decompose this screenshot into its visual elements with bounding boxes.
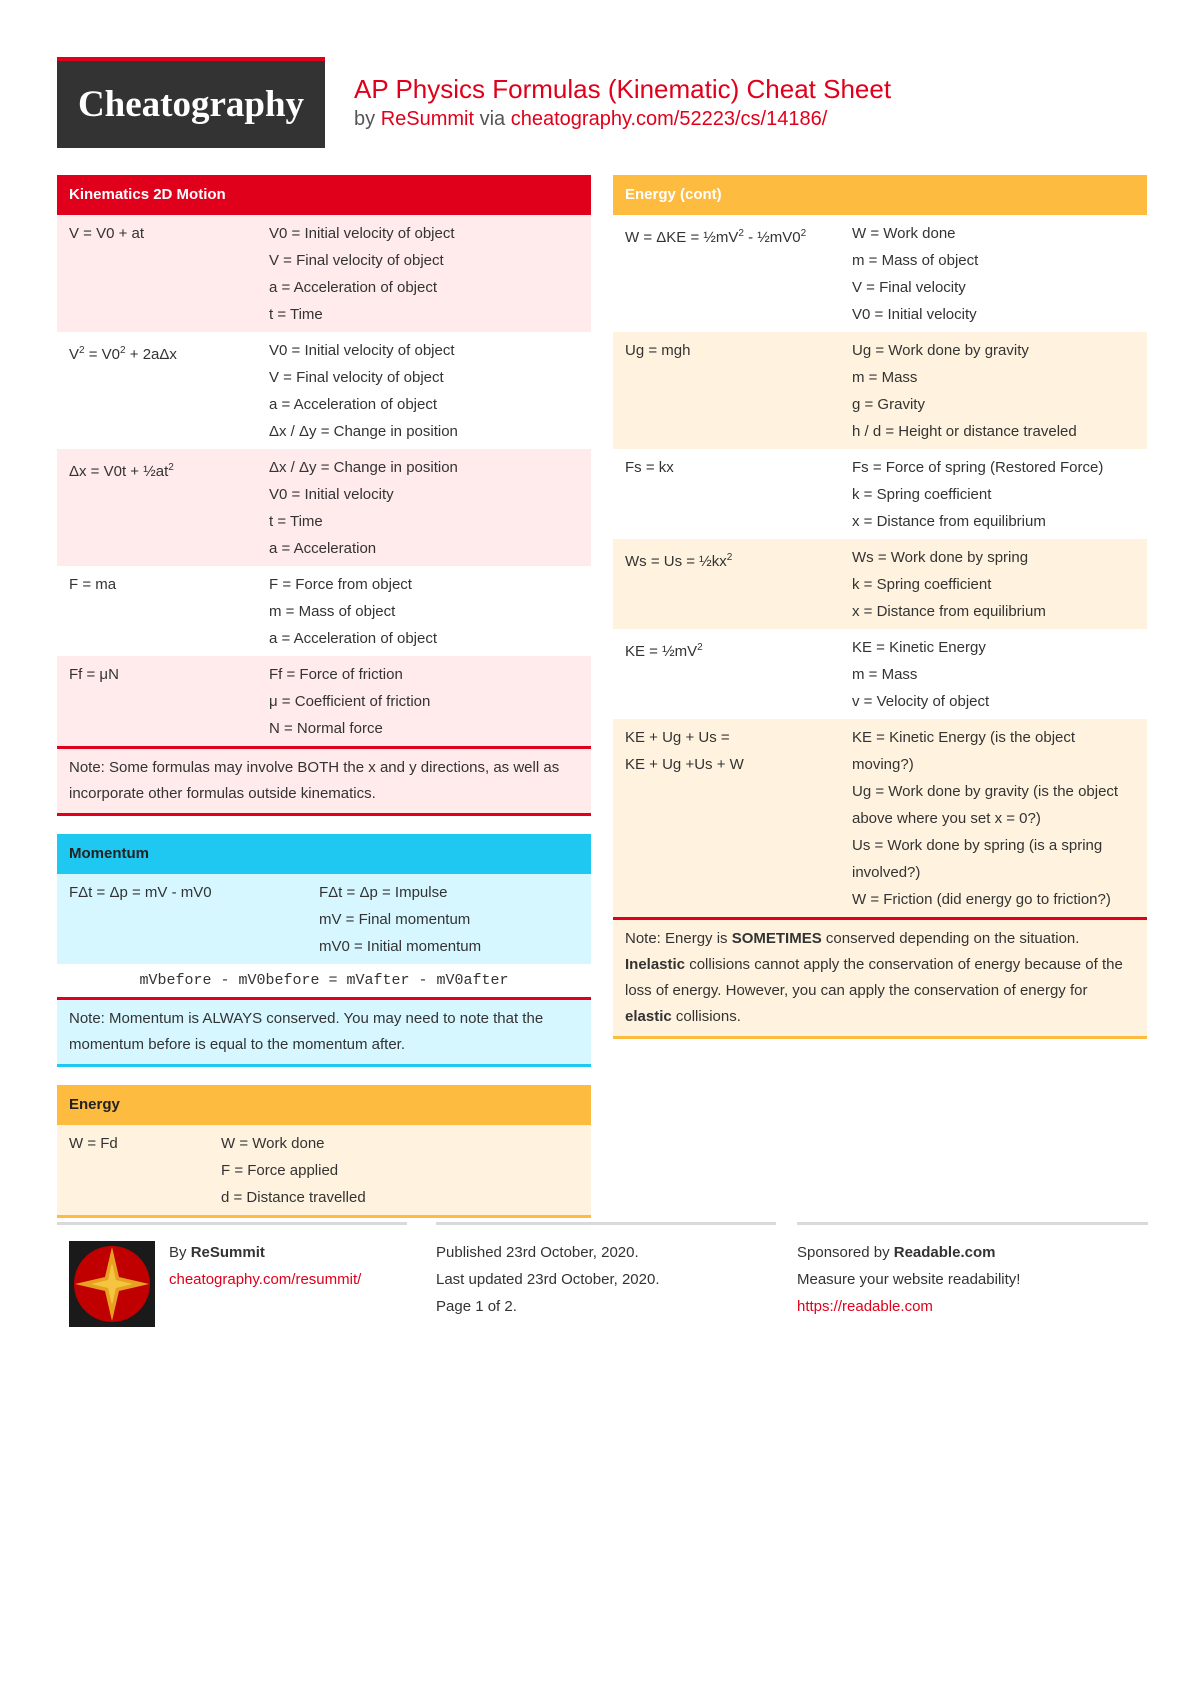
definition: x = Distance from equilibrium xyxy=(852,603,1046,620)
footer-sponsor xyxy=(797,1222,1148,1320)
formula-row xyxy=(57,1125,591,1218)
note-text: conserved depending on the situation. xyxy=(821,930,1080,947)
cheatography-logo[interactable]: Cheatography xyxy=(57,57,325,148)
note-text: collisions cannot apply the conservation of energy because of the loss of energy. However, you can apply the conservation of energy for xyxy=(625,956,1123,999)
formula: $W = \Delta KE = \frac{1}{2}mV^2$ - $\frac{1}{2}mV0^2$ xyxy=(625,228,807,246)
definition: h / d = Height or distance traveled xyxy=(852,423,1077,440)
section-title: Kinematics 2D Motion xyxy=(57,175,591,215)
definition: Δx / Δy = Change in position xyxy=(269,459,458,476)
definition: a = Acceleration of object xyxy=(269,279,438,296)
formula-row xyxy=(613,539,1147,629)
definition: d = Distance travelled xyxy=(221,1189,366,1206)
kinematics-note: Note: Some formulas may involve BOTH the x and y directions, as well as incorporate other formulas outside kinematics. xyxy=(57,746,591,816)
note-text: Note: Energy is xyxy=(625,930,732,947)
formula xyxy=(625,724,852,913)
note-text: collisions. xyxy=(671,1008,741,1025)
formula: Ug = mgh xyxy=(625,342,691,359)
definition: m = Mass xyxy=(852,369,918,386)
footer-author xyxy=(57,1222,407,1339)
definition: k = Spring coefficient xyxy=(852,486,992,503)
formula-row xyxy=(57,215,591,332)
footer-author-name[interactable]: ReSummit xyxy=(190,1244,265,1261)
formula: Fs = kx xyxy=(625,459,674,476)
byline xyxy=(354,108,827,131)
definition: W = Work done xyxy=(852,225,956,242)
momentum-note: Note: Momentum is ALWAYS conserved. You may need to note that the momentum before is equal to the momentum after. xyxy=(57,997,591,1067)
momentum-conservation: mVbefore - mV0before = mVafter - mV0after xyxy=(57,964,591,997)
definition: v = Velocity of object xyxy=(852,693,990,710)
formula-row xyxy=(613,332,1147,449)
section-title: Momentum xyxy=(57,834,591,874)
definition: Ug = Work done by gravity xyxy=(852,342,1029,359)
definition: V = Final velocity xyxy=(852,279,966,296)
definition: N = Normal force xyxy=(269,720,383,737)
kinematics-section xyxy=(57,175,591,816)
formula: KE = $\frac{1}{2}mV^2$ xyxy=(625,642,703,660)
page-number: Page 1 of 2. xyxy=(436,1298,517,1315)
definition: m = Mass of object xyxy=(852,252,979,269)
sponsor-url[interactable]: https://readable.com xyxy=(797,1298,933,1315)
formula-row xyxy=(57,449,591,566)
definition: Fs = Force of spring (Restored Force) xyxy=(852,459,1104,476)
definition: Ff = Force of friction xyxy=(269,666,403,683)
formula-row xyxy=(57,332,591,449)
definition: W = Friction (did energy go to friction?) xyxy=(852,891,1111,908)
definition: FΔt = Δp = Impulse xyxy=(319,884,448,901)
definition: x = Distance from equilibrium xyxy=(852,513,1046,530)
definition: Ws = Work done by spring xyxy=(852,549,1029,566)
formula: V = V0 + at xyxy=(69,225,145,242)
definition: KE = Kinetic Energy (is the object moving?) xyxy=(852,729,1076,773)
page-title: AP Physics Formulas (Kinematic) Cheat Sheet xyxy=(354,74,892,104)
author-avatar[interactable] xyxy=(69,1241,155,1327)
definition: mV = Final momentum xyxy=(319,911,471,928)
definition: k = Spring coefficient xyxy=(852,576,992,593)
published-date: Published 23rd October, 2020. xyxy=(436,1244,639,1261)
momentum-section xyxy=(57,834,591,1067)
definition: μ = Coefficient of friction xyxy=(269,693,431,710)
definition: Ug = Work done by gravity (is the object above where you set x = 0?) xyxy=(852,783,1119,827)
formula: $Ws = Us = \frac{1}{2}kx^2$ xyxy=(625,552,733,570)
formula-row xyxy=(613,629,1147,719)
definition: F = Force from object xyxy=(269,576,412,593)
energy-note xyxy=(613,917,1147,1039)
sponsor-name[interactable]: Readable.com xyxy=(893,1244,996,1261)
sponsored-prefix: Sponsored by xyxy=(797,1244,890,1261)
right-column xyxy=(613,175,1147,1057)
definition: t = Time xyxy=(269,513,323,530)
definition: a = Acceleration xyxy=(269,540,377,557)
note-emphasis: Inelastic xyxy=(625,956,686,973)
byline-via: via xyxy=(479,108,506,130)
definition: V0 = Initial velocity of object xyxy=(269,225,455,242)
note-emphasis: SOMETIMES xyxy=(731,930,822,947)
left-column xyxy=(57,175,591,1236)
definition: V = Final velocity of object xyxy=(269,369,444,386)
formula-row xyxy=(57,656,591,746)
note-emphasis: elastic xyxy=(625,1008,672,1025)
definition: V0 = Initial velocity xyxy=(269,486,394,503)
formula-row xyxy=(57,874,591,964)
section-title: Energy xyxy=(57,1085,591,1125)
formula: W = Fd xyxy=(69,1135,118,1152)
footer-author-url[interactable]: cheatography.com/resummit/ xyxy=(169,1271,362,1288)
footer-dates xyxy=(436,1222,776,1320)
definition: V0 = Initial velocity xyxy=(852,306,977,323)
formula: $V^2 = V0^2 + 2a\Delta x$ xyxy=(69,345,177,363)
definition: V = Final velocity of object xyxy=(269,252,444,269)
definition: m = Mass of object xyxy=(269,603,396,620)
formula-line: KE + Ug +Us + W xyxy=(625,756,744,773)
definition: mV0 = Initial momentum xyxy=(319,938,482,955)
definition: Δx / Δy = Change in position xyxy=(269,423,458,440)
sheet-url-link[interactable]: cheatography.com/52223/cs/14186/ xyxy=(510,108,828,130)
updated-date: Last updated 23rd October, 2020. xyxy=(436,1271,660,1288)
definition: g = Gravity xyxy=(852,396,925,413)
definition: m = Mass xyxy=(852,666,918,683)
byline-prefix: by xyxy=(354,108,376,130)
definition: W = Work done xyxy=(221,1135,325,1152)
author-link[interactable]: ReSummit xyxy=(380,108,475,130)
formula-row xyxy=(57,566,591,656)
footer-by: By xyxy=(169,1244,187,1261)
energy-cont-section xyxy=(613,175,1147,1039)
formula: F = ma xyxy=(69,576,117,593)
definition: a = Acceleration of object xyxy=(269,396,438,413)
definition: F = Force applied xyxy=(221,1162,339,1179)
energy-section xyxy=(57,1085,591,1218)
formula-row xyxy=(613,215,1147,332)
formula-line: KE + Ug + Us = xyxy=(625,729,730,746)
formula-row xyxy=(613,449,1147,539)
sponsor-tagline: Measure your website readability! xyxy=(797,1271,1021,1288)
formula: $\Delta x = V0t + \frac{1}{2}at^2$ xyxy=(69,462,174,480)
definition: Us = Work done by spring (is a spring involved?) xyxy=(852,837,1103,881)
formula: Ff = μN xyxy=(69,666,119,683)
definition: a = Acceleration of object xyxy=(269,630,438,647)
definition: t = Time xyxy=(269,306,323,323)
section-title: Energy (cont) xyxy=(613,175,1147,215)
formula: FΔt = Δp = mV - mV0 xyxy=(69,884,212,901)
definition: KE = Kinetic Energy xyxy=(852,639,986,656)
footer xyxy=(57,1222,1148,1342)
definition: V0 = Initial velocity of object xyxy=(269,342,455,359)
formula-row xyxy=(613,719,1147,917)
